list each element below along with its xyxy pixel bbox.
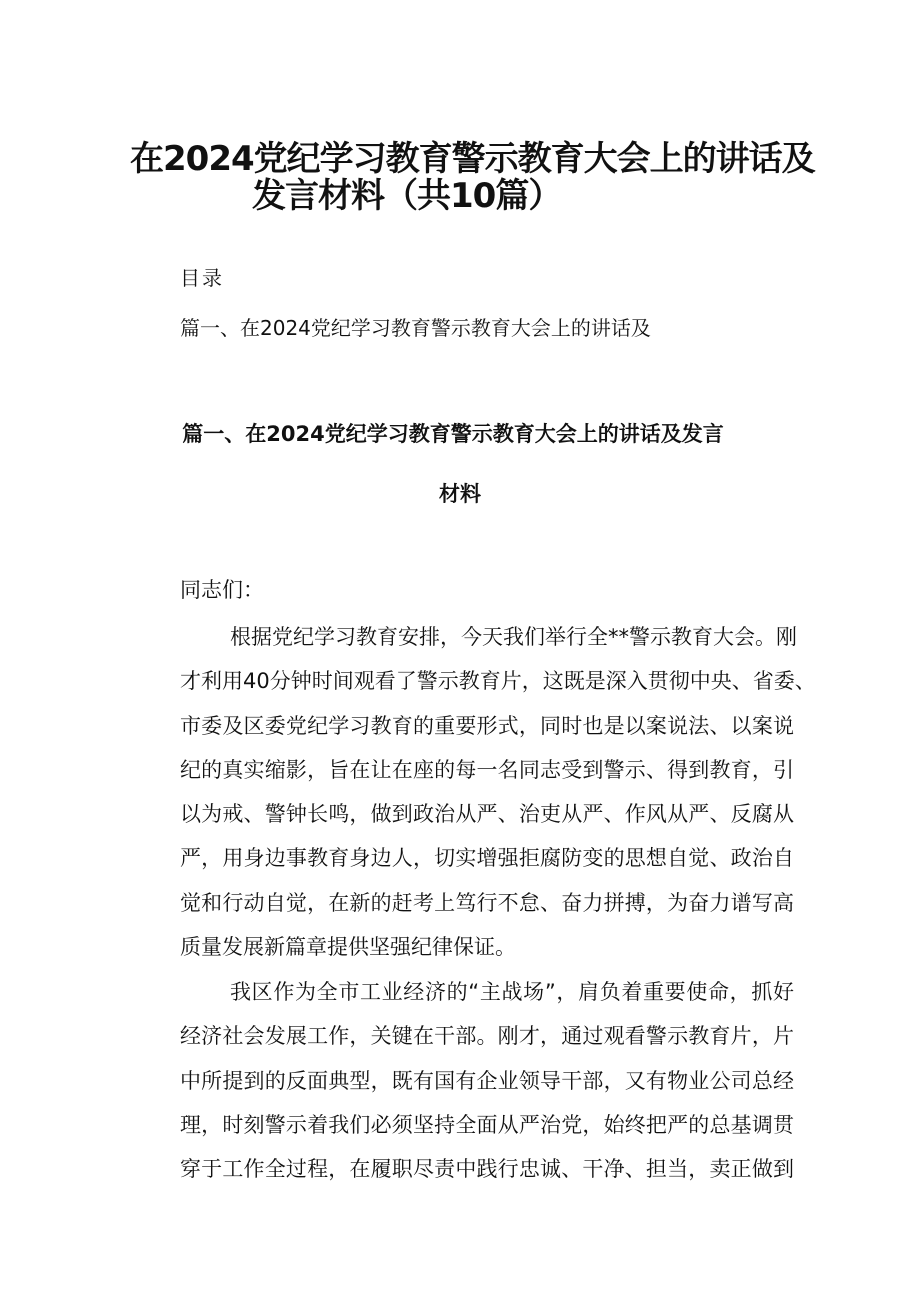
paragraph-line: 经济社会发展工作，关键在干部。刚才，通过观看警示教育片，片: [180, 1024, 794, 1049]
paragraph-1: [130, 615, 816, 969]
paragraph-2: [130, 970, 794, 1191]
salutation: 同志们：: [180, 578, 264, 602]
section-title-line2: 材料: [439, 482, 481, 506]
paragraph-line: 质量发展新篇章提供坚强纪律保证。: [180, 935, 516, 960]
paragraph-line: 纪的真实缩影，旨在让在座的每一名同志受到警示、得到教育，引: [180, 757, 794, 782]
paragraph-line: 才利用40分钟时间观看了警示教育片，这既是深入贯彻中央、省委、: [180, 669, 816, 694]
section-title-line1: 篇一、在2024党纪学习教育警示教育大会上的讲话及发言: [182, 422, 724, 446]
paragraph-line: 以为戒、警钟长鸣，做到政治从严、治吏从严、作风从严、反腐从: [180, 802, 794, 827]
paragraph-line: 中所提到的反面典型，既有国有企业领导干部，又有物业公司总经: [180, 1068, 794, 1093]
toc-heading: 目录: [180, 266, 224, 290]
paragraph-line: 穿于工作全过程，在履职尽责中践行忠诚、干净、担当，卖正做到: [180, 1157, 794, 1182]
paragraph-line: 严，用身边事教育身边人，切实增强拒腐防变的思想自觉、政治自: [180, 846, 794, 871]
paragraph-line: 理，时刻警示着我们必须坚持全面从严治党，始终把严的总基调贯: [180, 1112, 794, 1137]
paragraph-line: 根据党纪学习教育安排，今天我们举行全**警示教育大会。刚: [230, 625, 797, 649]
document-title-line1: 在2024党纪学习教育警示教育大会上的讲话及: [130, 139, 815, 179]
document-title-line2: 发言材料（共10篇）: [252, 176, 562, 216]
toc-item[interactable]: 篇一、在2024党纪学习教育警示教育大会上的讲话及: [180, 316, 651, 340]
paragraph-line: 我区作为全市工业经济的“主战场”，肩负着重要使命，抓好: [230, 980, 794, 1004]
paragraph-line: 市委及区委党纪学习教育的重要形式，同时也是以案说法、以案说: [180, 713, 794, 738]
paragraph-line: 觉和行动自觉，在新的赶考上笃行不怠、奋力拼搏，为奋力谱写高: [180, 890, 794, 915]
